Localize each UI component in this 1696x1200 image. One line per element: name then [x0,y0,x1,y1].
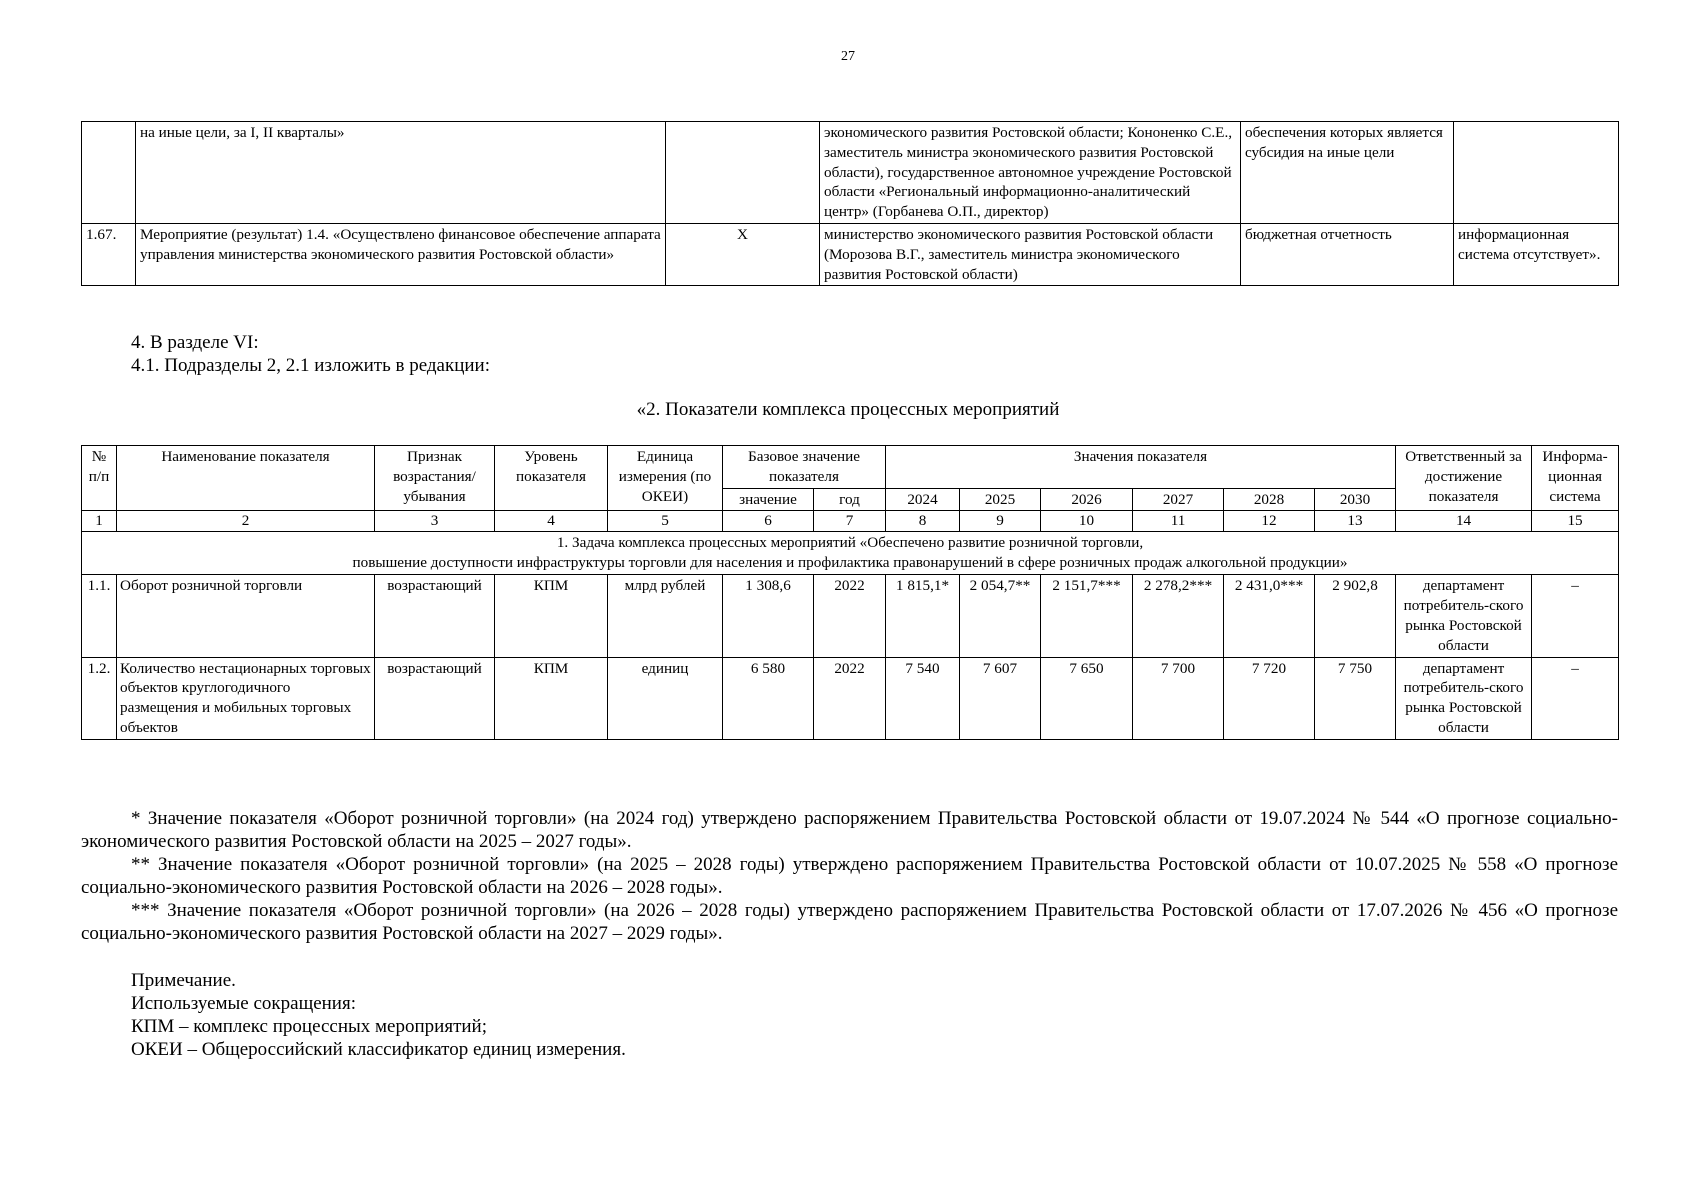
row-base-value: 1 308,6 [723,575,814,657]
column-number: 4 [495,511,608,532]
row-base-year: 2022 [814,575,886,657]
column-number: 9 [960,511,1041,532]
header-system: Информа-ционная система [1532,446,1619,511]
row-responsible: департамент потребитель-ского рынка Ростовской области [1396,575,1532,657]
row-value: 2 054,7** [960,575,1041,657]
paragraph-section: 4. В разделе VI: [131,332,259,353]
row-system: – [1532,657,1619,739]
row-source: бюджетная отчетность [1241,223,1454,285]
header-year: 2025 [960,488,1041,511]
table-row [82,657,1619,739]
row-number: 1.1. [82,575,117,657]
table-row [82,122,1619,224]
column-number: 7 [814,511,886,532]
row-level: КПМ [495,575,608,657]
column-number: 8 [886,511,960,532]
header-sign: Признак возрастания/ убывания [375,446,495,511]
row-value: 7 540 [886,657,960,739]
row-name: на иные цели, за I, II кварталы» [136,122,666,224]
row-source: обеспечения которых является субсидия на иные цели [1241,122,1454,224]
column-number: 1 [82,511,117,532]
row-name: Мероприятие (результат) 1.4. «Осуществлено финансовое обеспечение аппарата управления министерства экономического развития Ростовской области» [136,223,666,285]
header-base-value: значение [723,488,814,511]
paragraph-subsection: 4.1. Подразделы 2, 2.1 изложить в редакции: [131,355,490,376]
column-number: 6 [723,511,814,532]
row-sign: возрастающий [375,575,495,657]
header-unit: Единица измерения (по ОКЕИ) [608,446,723,511]
row-name: Оборот розничной торговли [117,575,375,657]
header-year: 2024 [886,488,960,511]
header-year: 2026 [1041,488,1133,511]
note-title: Примечание. [131,970,236,991]
header-num: № п/п [82,446,117,511]
table-row [82,575,1619,657]
row-system: информационная система отсутствует». [1454,223,1619,285]
page-number: 27 [841,49,855,64]
row-level: КПМ [495,657,608,739]
indicators-table [81,445,1619,740]
header-responsible: Ответственный за достижение показателя [1396,446,1532,511]
header-year: 2027 [1133,488,1224,511]
column-number: 11 [1133,511,1224,532]
row-name: Количество нестационарных торговых объектов круглогодичного размещения и мобильных торговых объектов [117,657,375,739]
header-values: Значения показателя [886,446,1396,489]
note-item: ОКЕИ – Общероссийский классификатор единиц измерения. [131,1039,626,1060]
row-value: 2 151,7*** [1041,575,1133,657]
header-name: Наименование показателя [117,446,375,511]
row-value: 2 902,8 [1315,575,1396,657]
row-system [1454,122,1619,224]
row-value: 7 700 [1133,657,1224,739]
column-number: 10 [1041,511,1133,532]
note-subtitle: Используемые сокращения: [131,993,356,1014]
continuation-table [81,121,1619,286]
row-responsible: экономического развития Ростовской области; Кононенко С.Е., заместитель министра экономического развития Ростовской области), государственное автономное учреждение Ростовской области «Региональный информационно-аналитический центр» (Горбанева О.П., директор) [820,122,1241,224]
task-line: повышение доступности инфраструктуры торговли для населения и профилактика правонарушений в сфере розничных продаж алкогольной продукции» [352,554,1348,572]
header-base: Базовое значение показателя [723,446,886,489]
header-level: Уровень показателя [495,446,608,511]
row-base-value: 6 580 [723,657,814,739]
column-number: 14 [1396,511,1532,532]
column-number: 12 [1224,511,1315,532]
row-unit: млрд рублей [608,575,723,657]
row-value: 7 607 [960,657,1041,739]
column-number: 2 [117,511,375,532]
row-value: 7 650 [1041,657,1133,739]
column-numbers-row [82,511,1619,532]
row-number [82,122,136,224]
row-unit: единиц [608,657,723,739]
row-value: 1 815,1* [886,575,960,657]
footnote: * Значение показателя «Оборот розничной торговли» (на 2024 год) утверждено распоряжением Правительства Ростовской области от 19.07.2024 № 544 «О прогнозе социально-экономического развития Ростовской области на 2025 – 2027 годы». [81,808,1618,852]
row-responsible: министерство экономического развития Ростовской области (Морозова В.Г., заместитель министра экономического развития Ростовской области) [820,223,1241,285]
row-sign: возрастающий [375,657,495,739]
column-number: 5 [608,511,723,532]
row-number: 1.67. [82,223,136,285]
row-base-year: 2022 [814,657,886,739]
header-base-year: год [814,488,886,511]
header-row [82,446,1619,489]
row-responsible: департамент потребитель-ского рынка Ростовской области [1396,657,1532,739]
note-item: КПМ – комплекс процессных мероприятий; [131,1016,487,1037]
row-mark [666,122,820,224]
section-title: «2. Показатели комплекса процессных мероприятий [636,399,1060,420]
row-value: 7 750 [1315,657,1396,739]
footnote: *** Значение показателя «Оборот розничной торговли» (на 2026 – 2028 годы) утверждено распоряжением Правительства Ростовской области от 17.07.2026 № 456 «О прогнозе социально-экономического развития Ростовской области на 2027 – 2029 годы». [81,900,1618,944]
row-value: 2 278,2*** [1133,575,1224,657]
footnote: ** Значение показателя «Оборот розничной торговли» (на 2025 – 2028 годы) утверждено распоряжением Правительства Ростовской области от 10.07.2025 № 558 «О прогнозе социально-экономического развития Ростовской области на 2026 – 2028 годы». [81,854,1618,898]
row-value: 2 431,0*** [1224,575,1315,657]
column-number: 3 [375,511,495,532]
note-block [131,969,626,1061]
header-year: 2028 [1224,488,1315,511]
header-year: 2030 [1315,488,1396,511]
column-number: 15 [1532,511,1619,532]
task-line: 1. Задача комплекса процессных мероприятий «Обеспечено развитие розничной торговли, [556,534,1144,552]
row-system: – [1532,575,1619,657]
row-mark: Х [666,223,820,285]
row-value: 7 720 [1224,657,1315,739]
task-cell [82,532,1619,575]
footnotes [81,807,1618,945]
row-number: 1.2. [82,657,117,739]
column-number: 13 [1315,511,1396,532]
task-row [82,532,1619,575]
table-row [82,223,1619,285]
